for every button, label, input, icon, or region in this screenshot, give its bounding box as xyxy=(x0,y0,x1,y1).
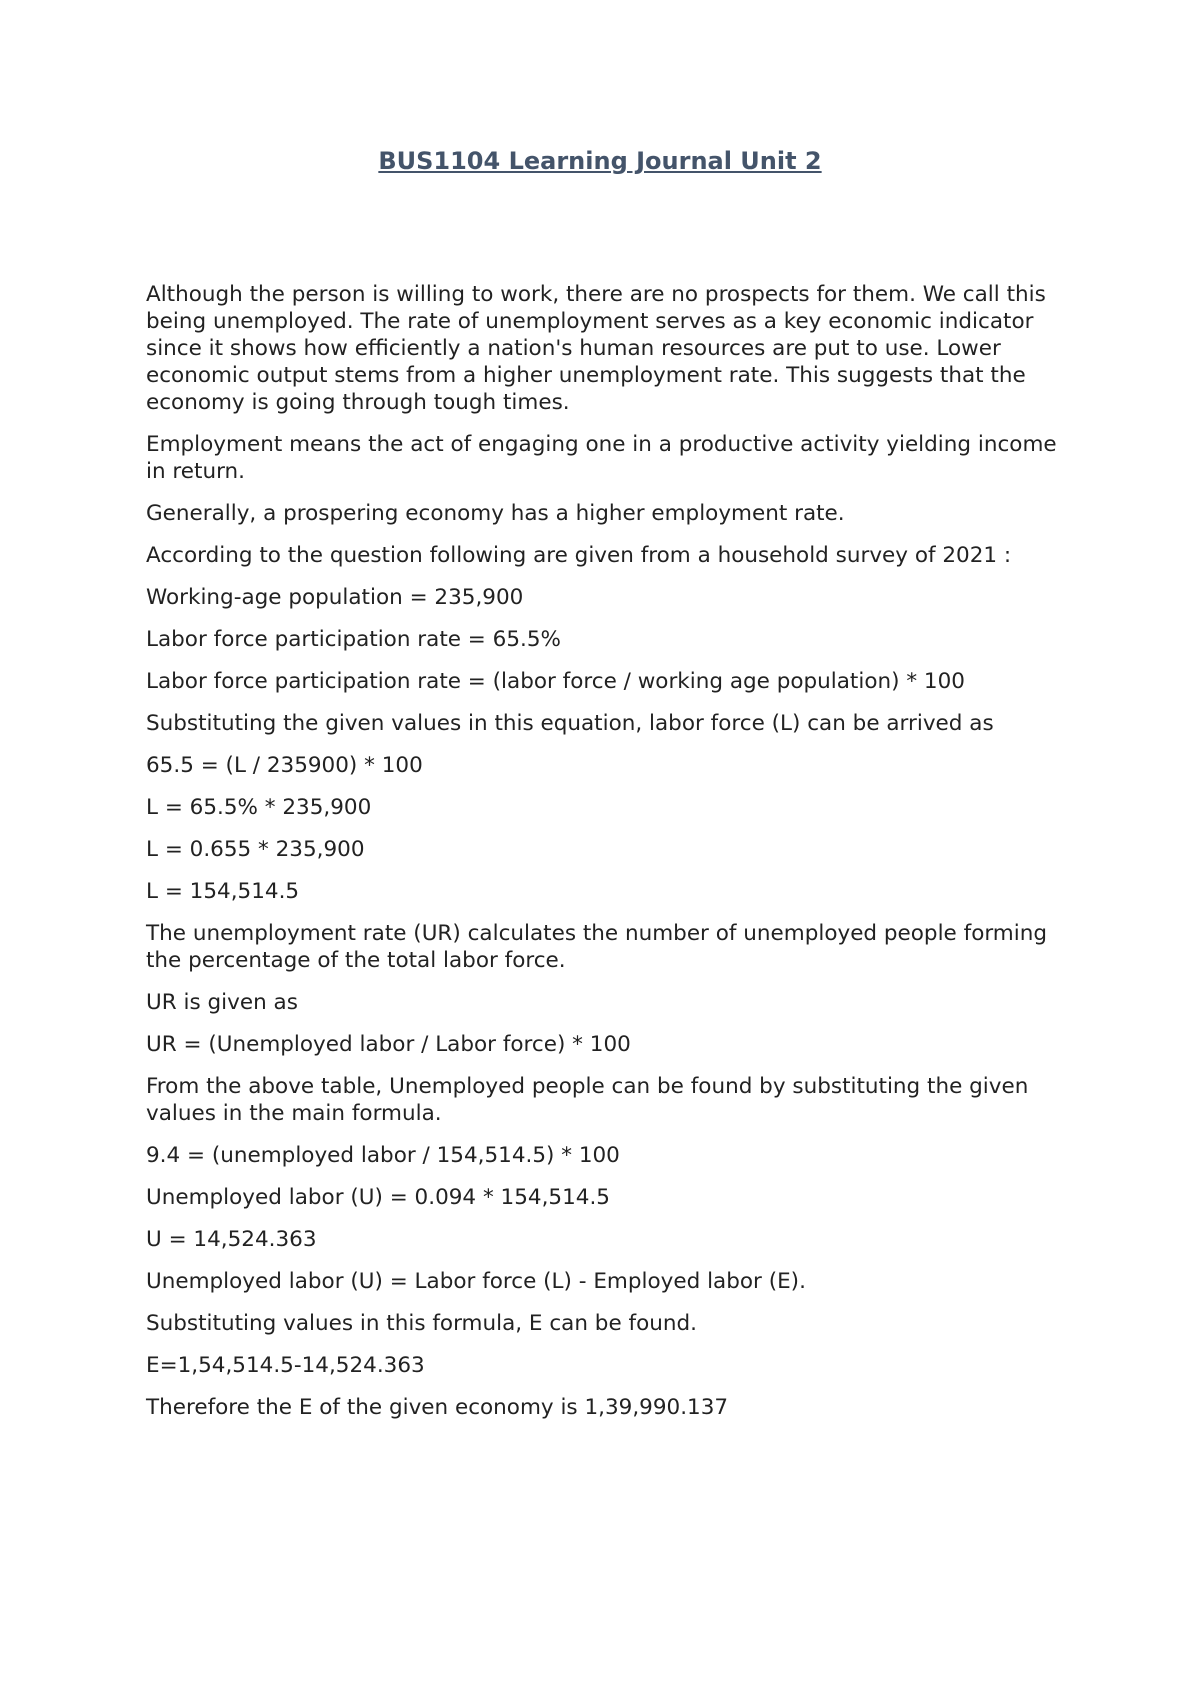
paragraph-ur-given: UR is given as xyxy=(146,990,298,1015)
equation-line: 9.4 = (unemployed labor / 154,514.5) * 100 xyxy=(146,1143,620,1168)
equation-line: L = 154,514.5 xyxy=(146,879,300,904)
paragraph-working-age-population: Working-age population = 235,900 xyxy=(146,585,524,610)
paragraph-unemployment-rate-definition: The unemployment rate (UR) calculates the number of unemployed people forming the percentage of the total labor force. xyxy=(146,921,1047,973)
paragraph-participation-rate: Labor force participation rate = 65.5% xyxy=(146,627,561,652)
paragraph-unemployment-definition: Although the person is willing to work, there are no prospects for them. We call this being unemployed. The rate of unemployment serves as a key economic indicator since it shows how efficiently a nation's human resources are put to use. Lower economic output stems from a higher unemployment rate. This suggests that the economy is going through tough times. xyxy=(146,282,1046,415)
equation-line: L = 0.655 * 235,900 xyxy=(146,837,365,862)
equation-line: U = 14,524.363 xyxy=(146,1227,317,1252)
equation-line: UR = (Unemployed labor / Labor force) * 100 xyxy=(146,1032,631,1057)
document-title: BUS1104 Learning Journal Unit 2 xyxy=(378,147,822,175)
paragraph-participation-formula: Labor force participation rate = (labor force / working age population) * 100 xyxy=(146,669,965,694)
paragraph-table-substitution: From the above table, Unemployed people can be found by substituting the given values in the main formula. xyxy=(146,1074,1029,1126)
paragraph-conclusion: Therefore the E of the given economy is 1,39,990.137 xyxy=(146,1395,729,1420)
equation-line: Unemployed labor (U) = Labor force (L) - Employed labor (E). xyxy=(146,1269,806,1294)
paragraph-substitution-e: Substituting values in this formula, E can be found. xyxy=(146,1311,697,1336)
equation-line: Unemployed labor (U) = 0.094 * 154,514.5 xyxy=(146,1185,610,1210)
equation-line: E=1,54,514.5-14,524.363 xyxy=(146,1353,425,1378)
document-body xyxy=(146,281,1066,1436)
equation-line: 65.5 = (L / 235900) * 100 xyxy=(146,753,423,778)
paragraph-survey-intro: According to the question following are given from a household survey of 2021 : xyxy=(146,543,1012,568)
paragraph-prospering-economy: Generally, a prospering economy has a higher employment rate. xyxy=(146,501,845,526)
paragraph-employment-definition: Employment means the act of engaging one in a productive activity yielding income in return. xyxy=(146,432,1057,484)
equation-line: L = 65.5% * 235,900 xyxy=(146,795,372,820)
paragraph-substitution-intro: Substituting the given values in this equation, labor force (L) can be arrived as xyxy=(146,711,994,736)
